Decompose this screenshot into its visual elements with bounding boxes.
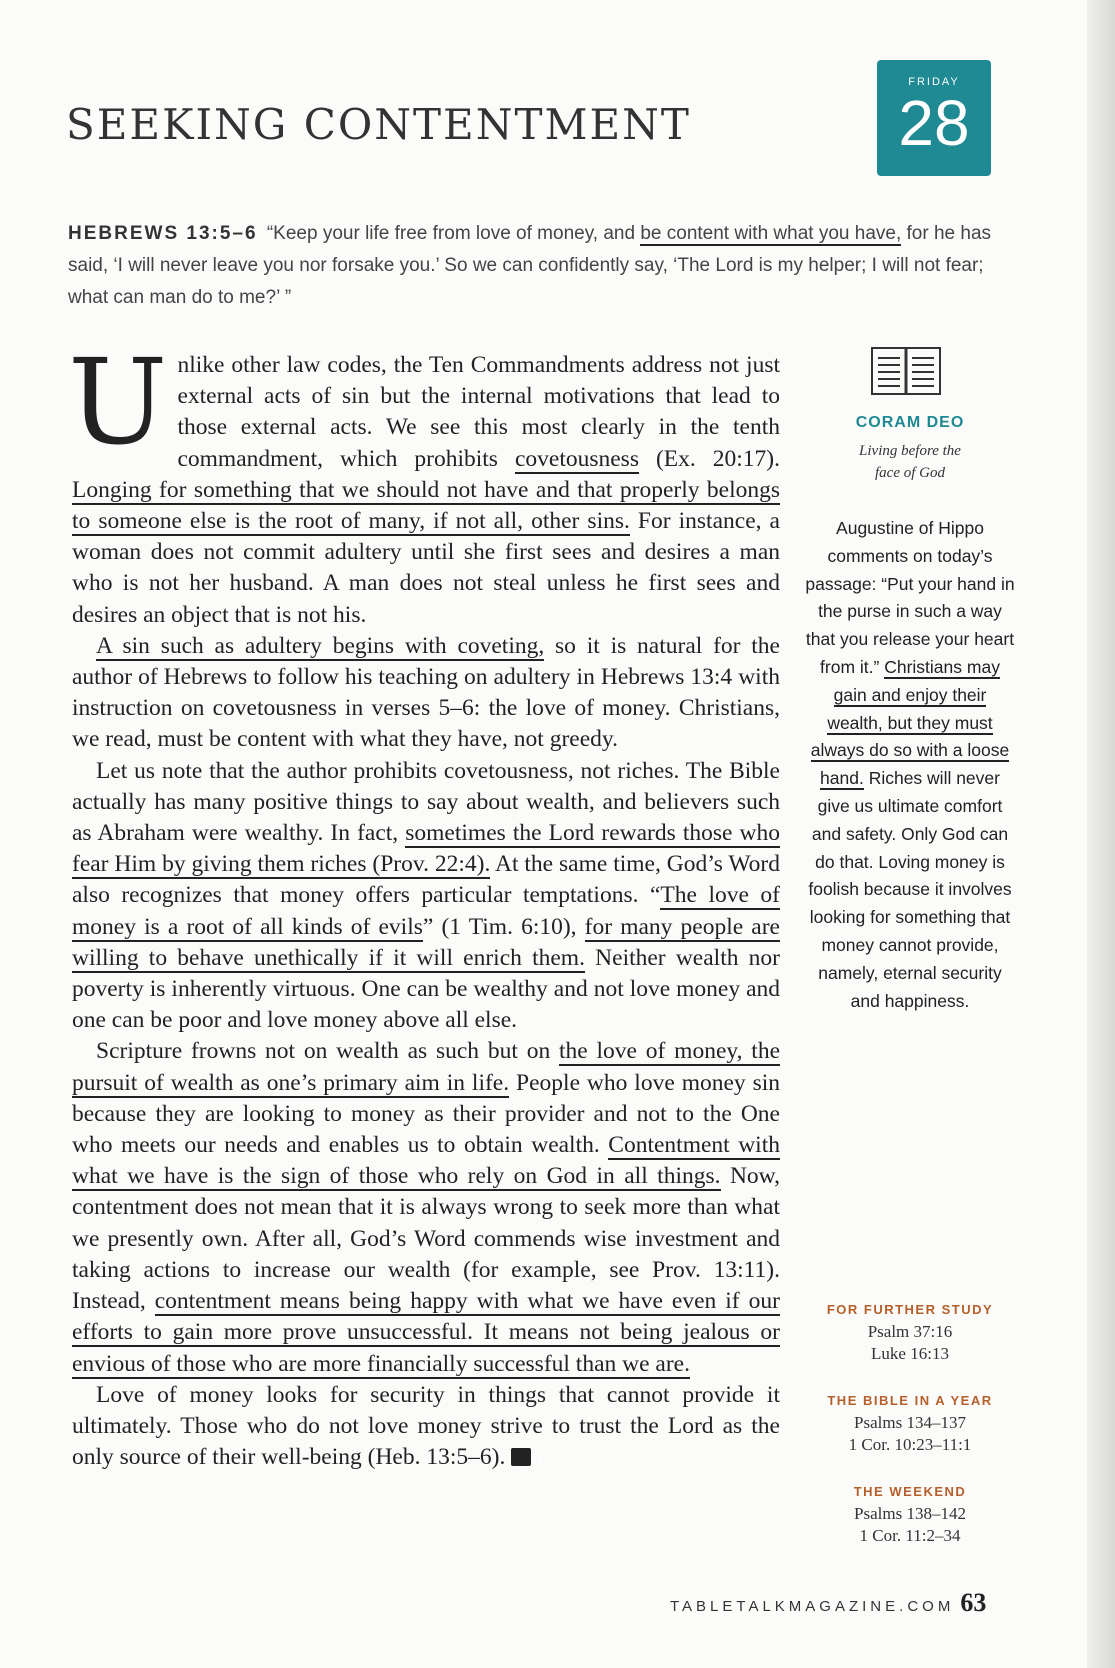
ref-line: Psalms 138–142 <box>854 1504 966 1523</box>
paragraph-2 <box>72 631 780 756</box>
page-title: SEEKING CONTENTMENT <box>66 100 691 149</box>
coram-underlined-text: Christians may gain and enjoy their wealth, but they must always do so with a loose hand. <box>810 656 1010 789</box>
text-span: so it is natural for the author of Hebrews to follow his teaching on adultery in Hebrews 13:4 with instruction on covetousness in verses 5–6: the love of money. Christians, we read, must be content with what they have, not greedy. <box>72 632 780 753</box>
text-span: Let us note that the author prohibits covetousness, not riches. The Bible actually has many positive things to say about wealth, and believers such as Abraham were wealthy. In fact, <box>72 757 780 847</box>
further-study <box>805 1302 1015 1365</box>
ref-line: Luke 16:13 <box>871 1344 949 1363</box>
scripture-text: “Keep your life free from love of money, and <box>266 223 641 244</box>
subtitle-line-1: Living before the <box>859 443 961 459</box>
article-body <box>68 333 780 1473</box>
paragraph-5 <box>72 1380 780 1474</box>
ref-line: 1 Cor. 11:2–34 <box>859 1526 961 1545</box>
drop-cap: U <box>68 333 168 471</box>
further-study-refs <box>805 1321 1015 1365</box>
paragraph-1 <box>68 333 780 631</box>
weekend-refs <box>805 1503 1015 1547</box>
text-span: Scripture frowns not on wealth as such but on <box>96 1038 560 1065</box>
underlined-text: The love of money is a root of all kinds of evils <box>72 882 780 940</box>
text-span: Neither wealth nor poverty is inherently virtuous. One can be wealthy and not love money and one can be poor and love money above all else. <box>72 944 780 1034</box>
further-study-heading: FOR FURTHER STUDY <box>826 1302 994 1317</box>
underlined-text: contentment means being happy with what we have even if our efforts to gain more prove unsuccessful. It means not being jealous or envious of those who are more financially successful than we are. <box>72 1288 780 1377</box>
text-span: For instance, a woman does not commit adultery until she first sees and desires a man who is not her husband. A man does not steal unless he first sees and desires an object that is not his. <box>72 508 780 628</box>
the-weekend <box>805 1484 1015 1547</box>
text-span: Now, contentment does not mean that it is always wrong to seek more than what we presently own. After all, God’s Word commends wise investment and taking actions to increase our wealth (for example, see Prov. 13:11). Instead, <box>72 1163 780 1315</box>
ref-line: 1 Cor. 10:23–11:1 <box>848 1435 972 1454</box>
bible-year-refs <box>805 1412 1015 1456</box>
day-label: FRIDAY <box>908 76 960 88</box>
underlined-text: A sin such as adultery begins with coveting, <box>96 632 545 659</box>
weekend-heading: THE WEEKEND <box>853 1484 967 1499</box>
scripture-passage <box>68 218 998 314</box>
text-span: nlike other law codes, the Ten Commandments address not just external acts of sin but the internal motivations that lead to those external acts. We see this most clearly in the tenth commandment, which prohibits <box>177 352 780 472</box>
scripture-highlight: be content with what you have, <box>640 223 902 244</box>
scripture-text-end: for he has said, ‘I will never leave you nor forsake you.’ So we can confidently say, ‘The Lord is my helper; I will not fear; what can man do to me?’ ” <box>68 223 992 308</box>
underlined-text: covetousness <box>514 445 639 472</box>
scripture-reference: HEBREWS 13:5–6 <box>68 223 258 244</box>
end-mark-icon: T <box>511 1448 531 1466</box>
bible-year-heading: THE BIBLE IN A YEAR <box>827 1393 993 1408</box>
footer-site: TABLETALKMAGAZINE.COM <box>670 1598 955 1615</box>
date-badge <box>877 60 991 176</box>
coram-deo-text <box>805 515 1015 1015</box>
underlined-text: Contentment with what we have is the sign of those who rely on God in all things. <box>72 1132 780 1190</box>
subtitle-line-2: face of God <box>875 465 945 481</box>
coram-text-span: Riches will never give us ultimate comfort and safety. Only God can do that. Loving money is foolish because it involves looking for something that money cannot provide, namely, eternal security and happiness. <box>808 768 1012 1011</box>
page-number: 63 <box>960 1588 987 1617</box>
ref-line: Psalm 37:16 <box>867 1322 953 1341</box>
text-span: (Ex. 20:17). <box>638 445 780 472</box>
ref-line: Psalms 134–137 <box>854 1413 966 1432</box>
underlined-text: sometimes the Lord rewards those who fear Him by giving them riches (Prov. 22:4). <box>72 820 780 878</box>
paragraph-3 <box>72 756 780 1037</box>
coram-deo-heading: CORAM DEO <box>855 414 965 431</box>
coram-deo-subtitle <box>805 440 1015 484</box>
coram-text-span: Augustine of Hippo comments on today’s passage: “Put your hand in the purse in such a way that you release your heart from it.” <box>805 518 1015 677</box>
bible-in-a-year <box>805 1393 1015 1456</box>
underlined-text: Longing for something that we should not have and that properly belongs to someone else is the root of many, if not all, other sins. <box>72 476 780 535</box>
text-span: Love of money looks for security in things that cannot provide it ultimately. Those who do not love money strive to trust the Lord as the only source of their well-being (Heb. 13:5–6). <box>72 1381 780 1471</box>
underlined-text: the love of money, the pursuit of wealth as one’s primary aim in life. <box>72 1038 780 1096</box>
underlined-text: for many people are willing to behave unethically if it will enrich them. <box>72 913 780 971</box>
paragraph-4 <box>72 1036 780 1379</box>
day-number: 28 <box>898 87 970 159</box>
text-span: At the same time, God’s Word also recognizes that money offers particular temptations. “ <box>72 851 780 909</box>
page-footer <box>670 1588 986 1618</box>
open-book-icon <box>870 346 942 396</box>
text-span: ” (1 Tim. 6:10), <box>422 913 585 940</box>
text-span: People who love money sin because they are looking to money as their provider and not to the One who meets our needs and enables us to obtain wealth. <box>72 1069 780 1159</box>
page-edge <box>1087 0 1115 1668</box>
